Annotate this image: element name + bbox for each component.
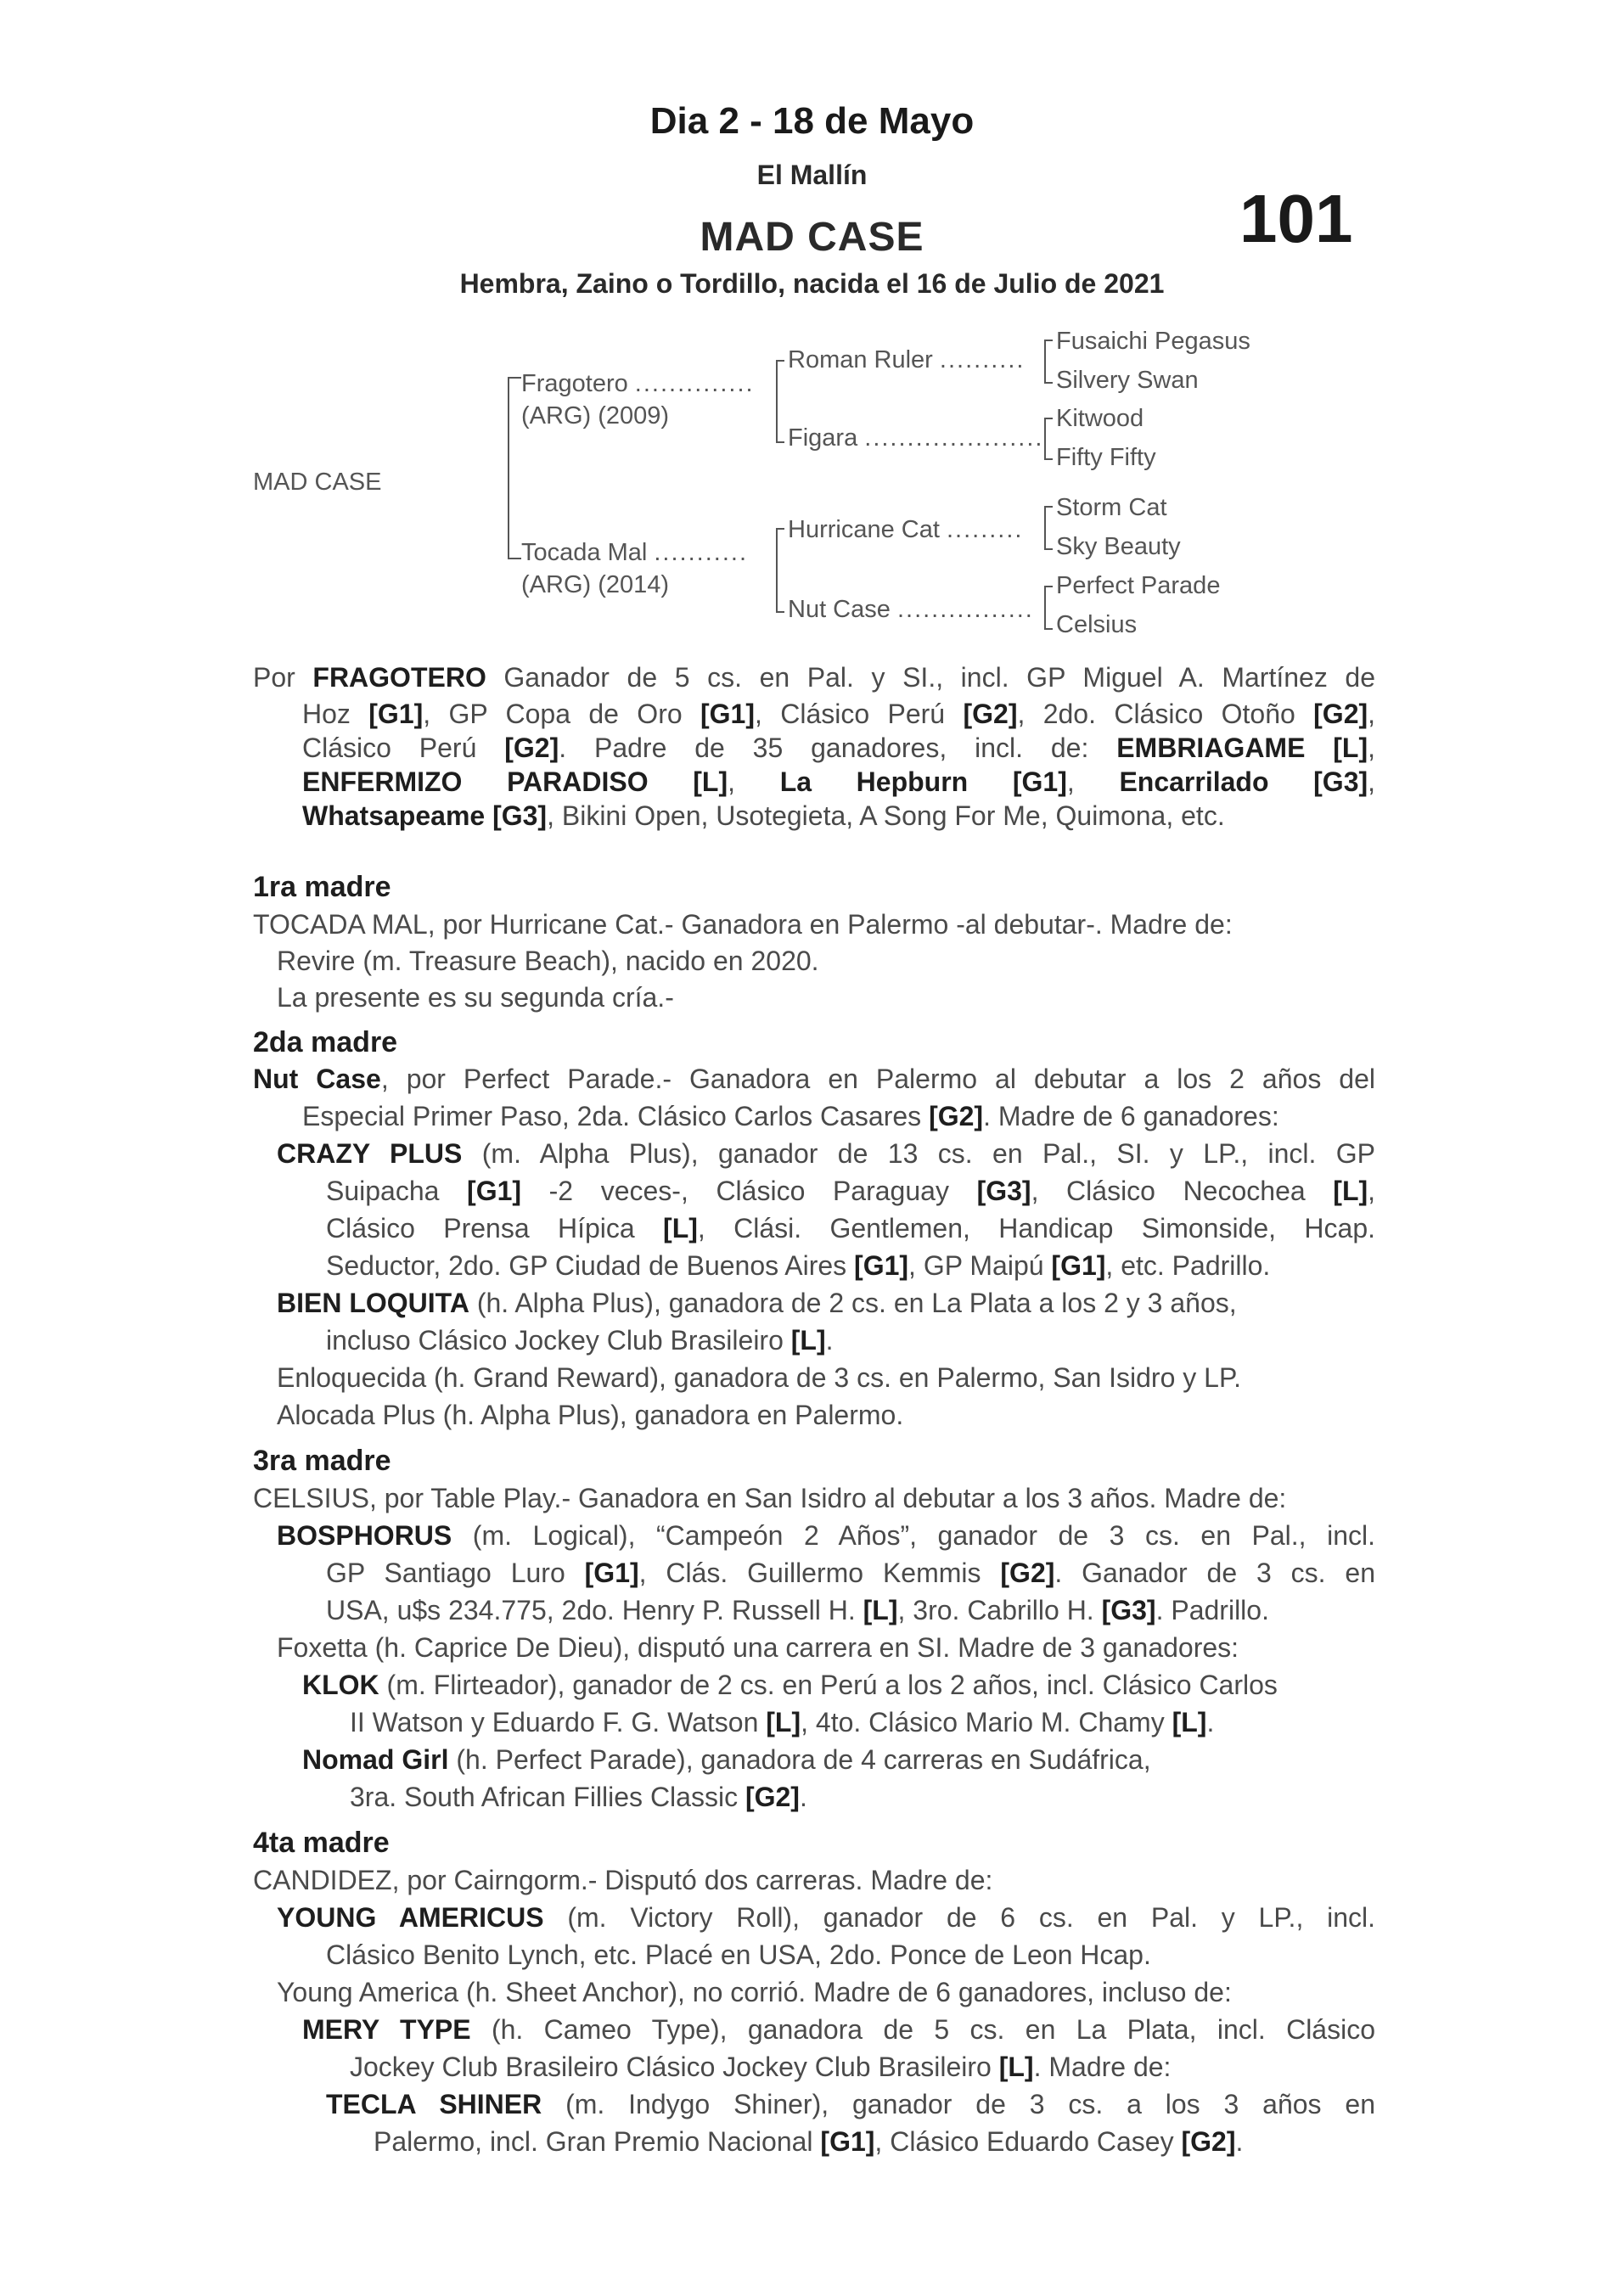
text-line: II Watson y Eduardo F. G. Watson [L], 4to. Clásico Mario M. Chamy [L]. — [350, 1707, 1215, 1737]
horse-name: MAD CASE — [700, 215, 924, 260]
text-line: Suipacha [G1] -2 veces-, Clásico Paraguay [G3], Clásico Necochea [L], — [326, 1176, 1376, 1206]
pedigree-gen3: Sky Beauty — [1056, 533, 1181, 560]
lot-number: 101 — [1239, 181, 1353, 256]
pedigree-dam-sire: Hurricane Cat ......... — [788, 516, 1024, 543]
fourth-dam-heading: 4ta madre — [253, 1827, 390, 1859]
pedigree-dam-origin: (ARG) (2014) — [521, 571, 670, 598]
pedigree-gen3: Kitwood — [1056, 405, 1144, 432]
text-line: 3ra. South African Fillies Classic [G2]. — [350, 1782, 807, 1812]
text-line: YOUNG AMERICUS (m. Victory Roll), ganador de 6 cs. en Pal. y LP., incl. — [277, 1902, 1376, 1933]
pedigree-sire: Fragotero .............. — [521, 370, 755, 397]
pedigree-dam: Tocada Mal ........... — [521, 539, 749, 566]
text-line: incluso Clásico Jockey Club Brasileiro [L]. — [326, 1325, 834, 1356]
text-line: Revire (m. Treasure Beach), nacido en 2020. — [277, 946, 819, 976]
text-line: Clásico Benito Lynch, etc. Placé en USA, 2do. Ponce de Leon Hcap. — [326, 1940, 1151, 1970]
text-line: CELSIUS, por Table Play.- Ganadora en San Isidro al debutar a los 3 años. Madre de: — [253, 1483, 1287, 1513]
sale-day-title: Dia 2 - 18 de Mayo — [649, 100, 975, 142]
text-line: Hoz [G1], GP Copa de Oro [G1], Clásico Perú [G2], 2do. Clásico Otoño [G2], — [302, 699, 1376, 729]
second-dam-heading: 2da madre — [253, 1026, 398, 1058]
pedigree-gen3: Celsius — [1056, 611, 1138, 638]
text-line: Clásico Perú [G2]. Padre de 35 ganadores, incl. de: EMBRIAGAME [L], — [302, 733, 1376, 763]
text-line: ENFERMIZO PARADISO [L], La Hepburn [G1], Encarrilado [G3], — [302, 766, 1376, 797]
third-dam-heading: 3ra madre — [253, 1445, 391, 1477]
first-dam-heading: 1ra madre — [253, 871, 391, 903]
text-line: TECLA SHINER (m. Indygo Shiner), ganador de 3 cs. a los 3 años en — [326, 2089, 1376, 2119]
pedigree-sire-sire: Roman Ruler .......... — [788, 346, 1026, 373]
text-line: CRAZY PLUS (m. Alpha Plus), ganador de 13 cs. en Pal., SI. y LP., incl. GP — [277, 1138, 1376, 1169]
text-line: Foxetta (h. Caprice De Dieu), disputó una carrera en SI. Madre de 3 ganadores: — [277, 1632, 1239, 1663]
text-line: TOCADA MAL, por Hurricane Cat.- Ganadora en Palermo -al debutar-. Madre de: — [253, 909, 1233, 940]
horse-description: Hembra, Zaino o Tordillo, nacida el 16 de Julio de 2021 — [459, 268, 1165, 299]
text-line: CANDIDEZ, por Cairngorm.- Disputó dos carreras. Madre de: — [253, 1865, 993, 1895]
text-line: GP Santiago Luro [G1], Clás. Guillermo Kemmis [G2]. Ganador de 3 cs. en — [326, 1558, 1376, 1588]
text-line: MERY TYPE (h. Cameo Type), ganadora de 5 cs. en La Plata, incl. Clásico — [302, 2014, 1376, 2045]
text-line: KLOK (m. Flirteador), ganador de 2 cs. en Perú a los 2 años, incl. Clásico Carlos — [302, 1670, 1278, 1700]
text-line: Por FRAGOTERO Ganador de 5 cs. en Pal. y SI., incl. GP Miguel A. Martínez de — [253, 662, 1376, 693]
pedigree-gen3: Fusaichi Pegasus — [1056, 328, 1250, 355]
text-line: Seductor, 2do. GP Ciudad de Buenos Aires [G1], GP Maipú [G1], etc. Padrillo. — [326, 1250, 1271, 1281]
pedigree-gen3: Fifty Fifty — [1056, 444, 1156, 471]
pedigree-gen3: Silvery Swan — [1056, 367, 1199, 394]
text-line: Especial Primer Paso, 2da. Clásico Carlos Casares [G2]. Madre de 6 ganadores: — [302, 1101, 1279, 1131]
text-line: Young America (h. Sheet Anchor), no corrió. Madre de 6 ganadores, incluso de: — [277, 1977, 1232, 2007]
pedigree-gen3: Storm Cat — [1056, 494, 1167, 521]
text-line: USA, u$s 234.775, 2do. Henry P. Russell H. [L], 3ro. Cabrillo H. [G3]. Padrillo. — [326, 1595, 1269, 1625]
breeder-name: El Mallín — [756, 160, 868, 190]
pedigree-dam-dam: Nut Case ................ — [788, 596, 1034, 623]
text-line: Palermo, incl. Gran Premio Nacional [G1], Clásico Eduardo Casey [G2]. — [374, 2126, 1244, 2157]
text-line: BOSPHORUS (m. Logical), “Campeón 2 Años”, ganador de 3 cs. en Pal., incl. — [277, 1520, 1375, 1551]
text-line: Clásico Prensa Hípica [L], Clási. Gentlemen, Handicap Simonside, Hcap. — [326, 1213, 1376, 1243]
pedigree-sire-origin: (ARG) (2009) — [521, 402, 670, 429]
pedigree-gen3: Perfect Parade — [1056, 572, 1221, 599]
text-line: Jockey Club Brasileiro Clásico Jockey Club Brasileiro [L]. Madre de: — [350, 2052, 1172, 2082]
pedigree-sire-dam: Figara ..................... — [788, 424, 1044, 452]
text-line: Nomad Girl (h. Perfect Parade), ganadora de 4 carreras en Sudáfrica, — [302, 1744, 1151, 1775]
pedigree-subject: MAD CASE — [253, 469, 382, 496]
text-line: Enloquecida (h. Grand Reward), ganadora de 3 cs. en Palermo, San Isidro y LP. — [277, 1362, 1242, 1393]
text-line: Alocada Plus (h. Alpha Plus), ganadora en Palermo. — [277, 1400, 904, 1430]
text-line: Nut Case, por Perfect Parade.- Ganadora en Palermo al debutar a los 2 años del — [253, 1064, 1376, 1094]
text-line: La presente es su segunda cría.- — [277, 982, 674, 1013]
text-line: BIEN LOQUITA (h. Alpha Plus), ganadora de 2 cs. en La Plata a los 2 y 3 años, — [277, 1288, 1237, 1318]
text-line: Whatsapeame [G3], Bikini Open, Usotegieta, A Song For Me, Quimona, etc. — [302, 800, 1225, 831]
